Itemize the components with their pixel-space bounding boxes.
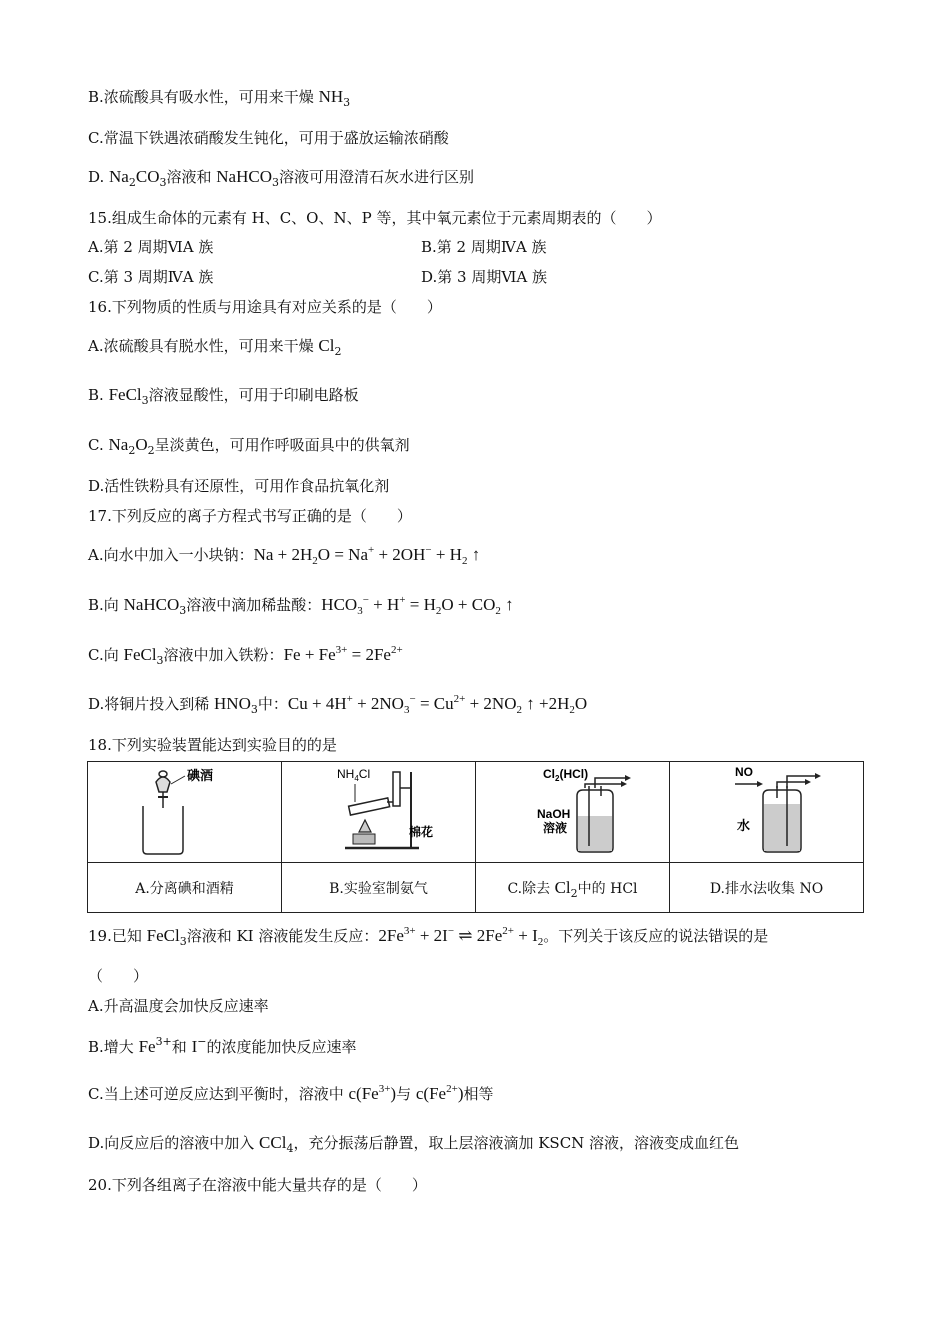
- q17-option-b: B.向 NaHCO$_3$溶液中滴加稀盐酸：$HCO_3^- + H^+ = H_2O + CO_2$ ↑: [88, 594, 514, 617]
- q17-option-c: C.向 FeCl$_3$溶液中加入铁粉：$Fe + Fe^{3+} = 2Fe^{2+}$: [88, 644, 403, 667]
- q14-option-b: B.浓硫酸具有吸水性，可用来干燥 $NH_3$: [88, 87, 351, 109]
- q14-option-c: C.常温下铁遇浓硝酸发生钝化，可用于盛放运输浓硝酸: [88, 129, 449, 147]
- q19-option-d: D.向反应后的溶液中加入 CCl$_4$，充分振荡后静置，取上层溶液滴加 KSCN 溶液，溶液变成血红色: [88, 1133, 740, 1155]
- apparatus-c-cell: [476, 762, 670, 863]
- separatory-funnel-diagram: [125, 762, 245, 858]
- q20-stem: 20.下列各组离子在溶液中能大量共存的是（ ）: [88, 1176, 427, 1194]
- gas-wash-bottle-diagram: [503, 762, 643, 858]
- water-displacement-diagram: [697, 762, 837, 858]
- cl2-hcl-label: $Cl_2(HCl)$: [542, 767, 588, 783]
- ammonia-prep-diagram: [319, 762, 439, 858]
- q16-option-d: D.活性铁粉具有还原性，可用作食品抗氧化剂: [88, 477, 390, 495]
- apparatus-d-cell: [670, 762, 864, 863]
- apparatus-b-cell: [282, 762, 476, 863]
- q15-option-d: D.第 3 周期ⅥA 族: [421, 268, 548, 286]
- q16-option-b: B. FeCl$_3$溶液显酸性，可用于印刷电路板: [88, 385, 359, 407]
- q17-option-d: D.将铜片投入到稀 $HNO_3$中：$Cu + 4H^+ + 2NO_3^- = Cu^{2+} + 2NO_2$ ↑ $+2H_2O$: [88, 693, 588, 716]
- nh4cl-label: $NH_4Cl$: [336, 767, 370, 783]
- q16-stem: 16.下列物质的性质与用途具有对应关系的是（ ）: [88, 298, 442, 316]
- q19-option-b: B.增大 $Fe^{3+}$和 I−的浓度能加快反应速率: [88, 1035, 357, 1056]
- solution-label: 溶液: [542, 821, 567, 835]
- iodine-label: 碘酒: [186, 768, 213, 783]
- water-label: 水: [736, 818, 750, 833]
- q16-option-c: C. $Na_2O_2$呈淡黄色，可用作呼吸面具中的供氧剂: [88, 435, 410, 457]
- apparatus-table: [87, 761, 864, 913]
- naoh-label: NaOH: [536, 807, 570, 821]
- q19-option-a: A.升高温度会加快反应速率: [88, 997, 269, 1015]
- no-label: NO: [734, 765, 753, 779]
- q18-stem: 18.下列实验装置能达到实验目的的是: [88, 736, 337, 754]
- q16-option-a: A.浓硫酸具有脱水性，可用来干燥 $Cl_2$: [88, 336, 342, 358]
- caption-d: D.排水法收集 NO: [670, 863, 864, 913]
- q15-option-c: C.第 3 周期ⅣA 族: [88, 268, 214, 286]
- q19-paren: （ ）: [88, 967, 149, 985]
- q15-stem: 15.组成生命体的元素有 H、C、O、N、P 等，其中氧元素位于元素周期表的（ ）: [88, 209, 662, 227]
- q17-option-a: A.向水中加入一小块钠：$Na + 2H_2O = Na^+ + 2OH^- + H_2$ ↑: [88, 544, 481, 567]
- apparatus-a-cell: [88, 762, 282, 863]
- q14-option-d: D. $Na_2CO_3$溶液和 NaHCO$_3$溶液可用澄清石灰水进行区别: [88, 167, 474, 189]
- q15-option-a: A.第 2 周期ⅥA 族: [88, 238, 214, 256]
- caption-a: A.分离碘和酒精: [88, 863, 282, 913]
- q19-stem: 19.已知 FeCl$_3$溶液和 KI 溶液能发生反应：$2Fe^{3+} + 2I^-$ ⇌ $2Fe^{2+} + I_2$。下列关于该反应的说法错误的是: [88, 925, 769, 948]
- cotton-label: 棉花: [408, 825, 433, 839]
- q15-option-b: B.第 2 周期ⅣA 族: [421, 238, 547, 256]
- caption-c: C.除去 $Cl_2$中的 HCl: [476, 863, 670, 913]
- caption-b: B.实验室制氨气: [282, 863, 476, 913]
- q17-stem: 17.下列反应的离子方程式书写正确的是（ ）: [88, 507, 412, 525]
- q19-option-c: C.当上述可逆反应达到平衡时，溶液中 $c(Fe^{3+})$与 $c(Fe^{2+})$相等: [88, 1083, 494, 1103]
